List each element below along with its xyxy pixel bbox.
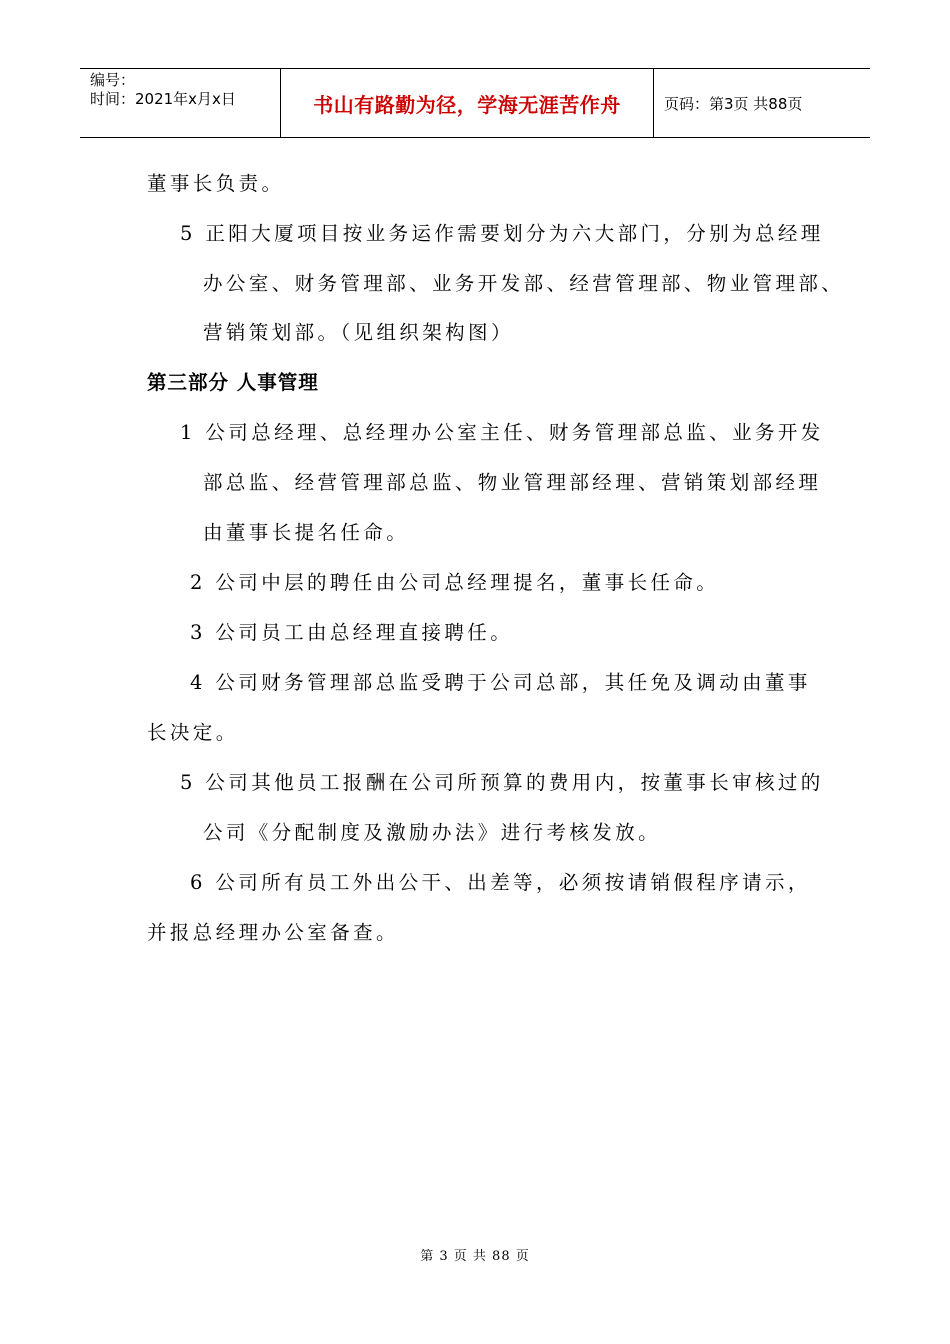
body-line: 董事长负责。 bbox=[147, 172, 285, 195]
section-line: 5 公司其他员工报酬在公司所预算的费用内，按董事长审核过的 bbox=[180, 771, 824, 794]
section-line: 部总监、经营管理部总监、物业管理部经理、营销策划部经理 bbox=[203, 471, 822, 494]
section-line: 公司《分配制度及激励办法》进行考核发放。 bbox=[203, 821, 662, 844]
header-page-label: 页码：第3页 共88页 bbox=[664, 94, 803, 113]
body-line: 营销策划部。（见组织架构图） bbox=[203, 321, 514, 344]
section-line: 长决定。 bbox=[147, 721, 239, 744]
page-header bbox=[80, 68, 870, 138]
section-title: 第三部分 人事管理 bbox=[147, 371, 319, 394]
section-line: 3 公司员工由总经理直接聘任。 bbox=[190, 621, 514, 644]
page-footer: 第 3 页 共 88 页 bbox=[420, 1249, 530, 1264]
body-line: 5 正阳大厦项目按业务运作需要划分为六大部门，分别为总经理 bbox=[180, 222, 824, 245]
section-line: 由董事长提名任命。 bbox=[203, 521, 410, 544]
section-line: 1 公司总经理、总经理办公室主任、财务管理部总监、业务开发 bbox=[180, 421, 824, 444]
header-motto: 书山有路勤为径，学海无涯苦作舟 bbox=[281, 69, 654, 137]
section-line: 并报总经理办公室备查。 bbox=[147, 921, 399, 944]
section-line: 2 公司中层的聘任由公司总经理提名，董事长任命。 bbox=[190, 571, 720, 594]
header-meta bbox=[80, 69, 281, 137]
section-line: 4 公司财务管理部总监受聘于公司总部，其任免及调动由董事 bbox=[190, 671, 811, 694]
body-line: 办公室、财务管理部、业务开发部、经营管理部、物业管理部、 bbox=[203, 272, 845, 295]
header-date-label: 时间：2021年x月x日 bbox=[90, 90, 236, 108]
section-line: 6 公司所有员工外出公干、出差等，必须按请销假程序请示， bbox=[190, 871, 811, 894]
header-number-label: 编号： bbox=[90, 71, 136, 89]
